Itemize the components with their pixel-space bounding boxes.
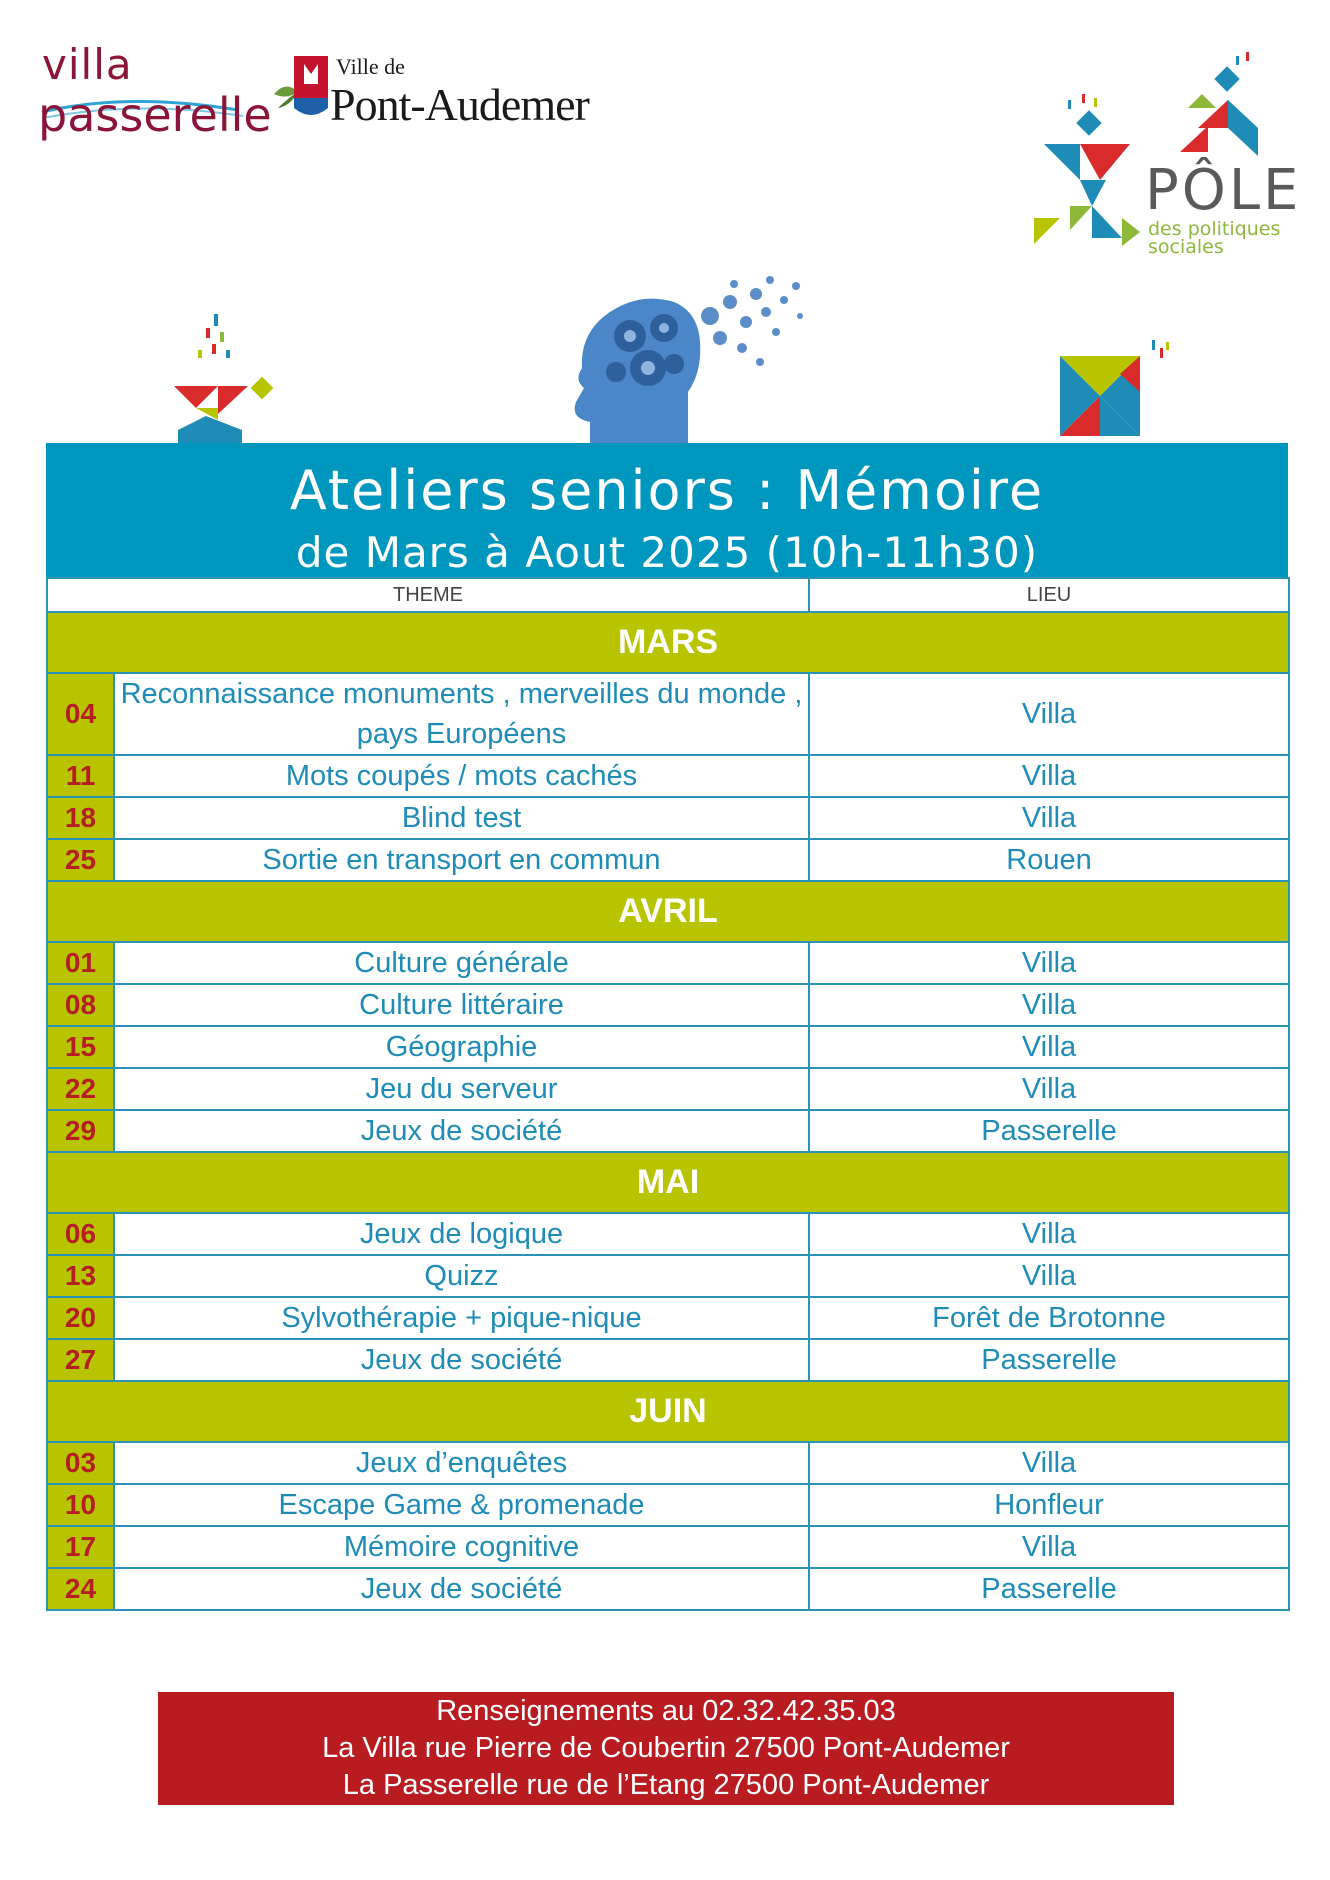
day-cell: 18 <box>47 797 114 839</box>
header-lieu: LIEU <box>809 578 1289 612</box>
table-row <box>47 942 1289 984</box>
month-row <box>47 881 1289 942</box>
theme-cell: Jeu du serveur <box>114 1068 809 1110</box>
month-label: MARS <box>47 612 1289 673</box>
theme-cell: Blind test <box>114 797 809 839</box>
main-title: Ateliers seniors : Mémoire <box>289 459 1045 522</box>
day-cell: 15 <box>47 1026 114 1068</box>
day-cell: 04 <box>47 673 114 755</box>
main-subtitle: de Mars à Aout 2025 (10h-11h30) <box>295 528 1039 577</box>
table-row <box>47 1484 1289 1526</box>
table-row <box>47 984 1289 1026</box>
lieu-cell: Rouen <box>809 839 1289 881</box>
day-cell: 24 <box>47 1568 114 1610</box>
table-row <box>47 797 1289 839</box>
day-cell: 08 <box>47 984 114 1026</box>
lieu-cell: Villa <box>809 1068 1289 1110</box>
month-row <box>47 612 1289 673</box>
theme-cell: Sylvothérapie + pique-nique <box>114 1297 809 1339</box>
lieu-cell: Villa <box>809 984 1289 1026</box>
lieu-cell: Villa <box>809 1442 1289 1484</box>
footer-address-passerelle: La Passerelle rue de l’Etang 27500 Pont-Audemer <box>342 1769 990 1801</box>
table-row <box>47 1339 1289 1381</box>
theme-cell: Culture générale <box>114 942 809 984</box>
month-label: AVRIL <box>47 881 1289 942</box>
lieu-cell: Villa <box>809 755 1289 797</box>
table-row <box>47 1297 1289 1339</box>
day-cell: 06 <box>47 1213 114 1255</box>
theme-cell: Reconnaissance monuments , merveilles du monde , pays Européens <box>114 673 809 755</box>
lieu-cell: Passerelle <box>809 1339 1289 1381</box>
day-cell: 27 <box>47 1339 114 1381</box>
logo-ville-de: Ville de <box>336 54 405 79</box>
logo-passerelle-word: passerelle <box>38 88 272 142</box>
logo-pont-audemer: Pont-Audemer <box>330 79 589 130</box>
lieu-cell: Villa <box>809 1213 1289 1255</box>
theme-cell: Sortie en transport en commun <box>114 839 809 881</box>
table-row <box>47 1068 1289 1110</box>
table-row <box>47 1526 1289 1568</box>
title-banner <box>46 443 1288 577</box>
table-row <box>47 673 1289 755</box>
day-cell: 01 <box>47 942 114 984</box>
schedule-panel <box>46 443 1288 1611</box>
table-row <box>47 1255 1289 1297</box>
month-row <box>47 1152 1289 1213</box>
pont-audemer-logo <box>268 50 628 140</box>
theme-cell: Mémoire cognitive <box>114 1526 809 1568</box>
header-theme: THEME <box>47 578 809 612</box>
theme-cell: Quizz <box>114 1255 809 1297</box>
schedule-table <box>46 577 1290 1611</box>
theme-cell: Mots coupés / mots cachés <box>114 755 809 797</box>
table-row <box>47 1213 1289 1255</box>
theme-cell: Jeux de logique <box>114 1213 809 1255</box>
table-header-row <box>47 578 1289 612</box>
tangram-figure-left-icon <box>168 310 278 444</box>
table-row <box>47 1110 1289 1152</box>
table-row <box>47 839 1289 881</box>
lieu-cell: Honfleur <box>809 1484 1289 1526</box>
logo-pole-title: PÔLE <box>1145 158 1302 223</box>
lieu-cell: Passerelle <box>809 1110 1289 1152</box>
footer-phone: Renseignements au 02.32.42.35.03 <box>436 1695 896 1727</box>
info-footer <box>158 1692 1174 1805</box>
lieu-cell: Villa <box>809 797 1289 839</box>
lieu-cell: Forêt de Brotonne <box>809 1297 1289 1339</box>
lieu-cell: Villa <box>809 1026 1289 1068</box>
day-cell: 29 <box>47 1110 114 1152</box>
day-cell: 10 <box>47 1484 114 1526</box>
lieu-cell: Villa <box>809 1526 1289 1568</box>
theme-cell: Escape Game & promenade <box>114 1484 809 1526</box>
theme-cell: Géographie <box>114 1026 809 1068</box>
tangram-figure-right-icon <box>1056 336 1176 442</box>
day-cell: 13 <box>47 1255 114 1297</box>
theme-cell: Jeux de société <box>114 1568 809 1610</box>
footer-address-villa: La Villa rue Pierre de Coubertin 27500 Pont-Audemer <box>322 1732 1010 1764</box>
day-cell: 11 <box>47 755 114 797</box>
table-row <box>47 1568 1289 1610</box>
month-row <box>47 1381 1289 1442</box>
villa-passerelle-logo <box>38 40 272 150</box>
lieu-cell: Villa <box>809 942 1289 984</box>
month-label: JUIN <box>47 1381 1289 1442</box>
table-row <box>47 1026 1289 1068</box>
table-row <box>47 755 1289 797</box>
theme-cell: Culture littéraire <box>114 984 809 1026</box>
month-label: MAI <box>47 1152 1289 1213</box>
pole-logo <box>1030 48 1310 258</box>
logo-villa-word: villa <box>42 40 133 89</box>
logo-pole-sub2: sociales <box>1148 236 1224 258</box>
theme-cell: Jeux d’enquêtes <box>114 1442 809 1484</box>
lieu-cell: Passerelle <box>809 1568 1289 1610</box>
day-cell: 22 <box>47 1068 114 1110</box>
day-cell: 17 <box>47 1526 114 1568</box>
day-cell: 25 <box>47 839 114 881</box>
theme-cell: Jeux de société <box>114 1110 809 1152</box>
city-crest-icon <box>268 50 338 130</box>
lieu-cell: Villa <box>809 1255 1289 1297</box>
lieu-cell: Villa <box>809 673 1289 755</box>
table-row <box>47 1442 1289 1484</box>
theme-cell: Jeux de société <box>114 1339 809 1381</box>
logo-pole-sub1: des politiques <box>1148 218 1281 240</box>
brain-gears-icon <box>570 272 810 444</box>
day-cell: 03 <box>47 1442 114 1484</box>
day-cell: 20 <box>47 1297 114 1339</box>
